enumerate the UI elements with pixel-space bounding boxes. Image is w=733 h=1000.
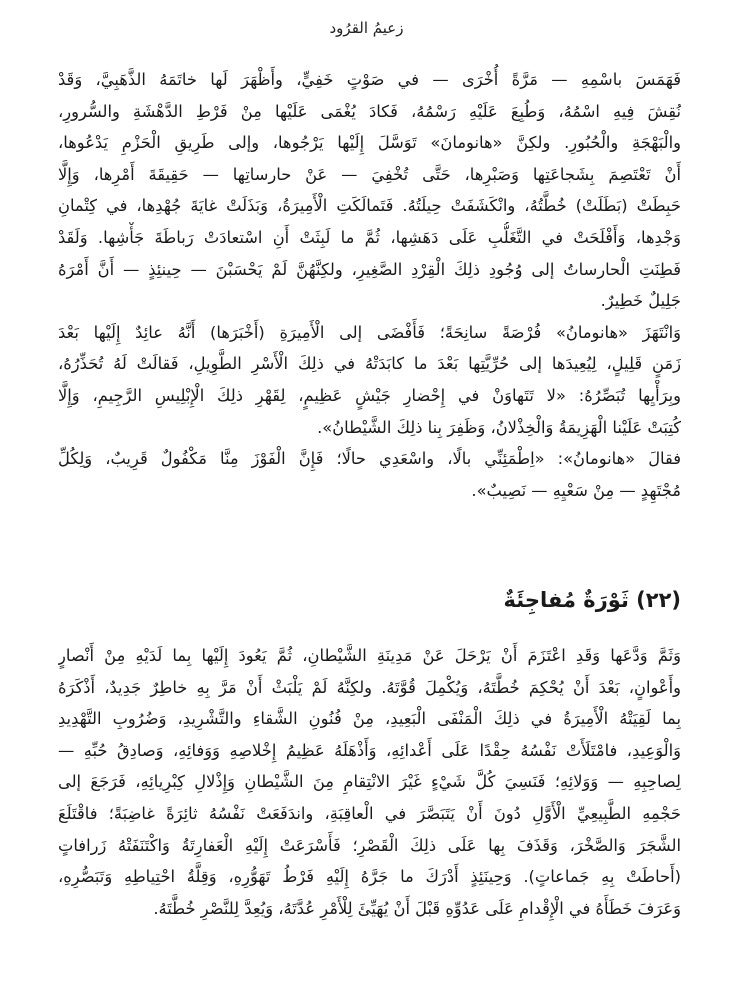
paragraph [58,317,681,443]
text-line: أَنْ تَعْتَصِمَ بِشَجاعَتِها وَصَبْرِها، حَتَّى تُخْفِيَ — عَنْ حارساتِها — حَقِيقَةَ أَمْرِها، وَإِلَّا [58,164,681,184]
text-line: الشَّجَرَ وَالصَّخْرَ، وَقَذَفَ بِها عَلَى ذلِكَ الْقَصْرِ؛ فَأَسْرَعَتْ إِلَيْهِ الْعَفارِتَةُ وَاكْتَنَفَتْهُ زَرافاتٍ [58,835,681,855]
section-heading: (٢٢) ثَوْرَةٌ مُفاجِئَةٌ [503,588,681,612]
text-line: كُتِبَتْ عَلَيْنا الْهَزِيمَةُ وَالْخِذْلانُ، وَظَفِرَ بِنا ذلِكَ الشَّيْطانُ». [317,417,681,437]
paragraph [58,443,681,506]
text-line: جَلِيلٌ خَطِيرٌ. [600,291,681,311]
text-line: والْبَهْجَةِ والْحُبُورِ. ولكِنَّ «هانومانَ» تَوَسَّلَ إِلَيْها يَرْجُوها، وإلى طَرِيقِ الْحَزْمِ يَدْعُوها، [58,133,681,153]
text-line: بِما لَقِيَتْهُ الْأَمِيرَةُ في ذلِكَ الْمَنْفَى الْبَعِيدِ، مِنْ فُنُونِ الشَّقاءِ والتَّشْرِيدِ، وَضُرُوبِ التَّهْدِيدِ [58,709,681,729]
text-line: وَثَمَّ وَدَّعَها وَقَدِ اعْتَزَمَ أَنْ يَرْحَلَ عَنْ مَدِينَةِ الشَّيْطانِ، ثُمَّ يَعُودَ إِلَيْها بِما لَدَيْهِ مِنْ أَنْصارٍ [58,646,681,665]
text-line: حَبِطَتْ (بَطَلَتْ) خُطَّتُهُ، وانْكَشَفَتْ حِيلَتُهُ. فَتَمالَكَتِ الْأَمِيرَةُ، وَبَذَلَتْ غايَةَ جُهْدِها، في كِتْمانِ [58,196,681,216]
text-line: وبِرَأْيِها تُبَصِّرُهُ: «لا تَتَهاوَنْ في إِحْضارِ جَيْشٍ عَظِيمٍ، لِقَهْرِ ذلِكَ الْإِبْلِيسِ الرَّجِيمِ، وَإِلَّا [58,385,681,405]
text-line: فقالَ «هانومانُ»: «اِطْمَئِنِّي بالًا، واسْعَدِي حالًا؛ فَإِنَّ الْفَوْزَ مِنَّا مَكْفُولٌ قَرِيبٌ، وَلِكُلِّ [58,449,681,469]
text-line: فَهَمَسَ باسْمِهِ — مَرَّةً أُخْرَى — في صَوْتٍ خَفِيٍّ، وأَظْهَرَ لَها خاتَمَهُ الذَّهَبِيَّ، وَقَدْ [58,70,681,89]
text-line: نُقِشَ فِيهِ اسْمُهُ، وَطُبِعَ عَلَيْهِ رَسْمُهُ، فَكادَ يُغْمَى عَلَيْها مِنْ فَرْطِ الدَّهْشَةِ والسُّرورِ، [58,101,681,121]
text-line: فَطِنَتِ الْحارساتُ إلى وُجُودِ ذلِكَ الْقِرْدِ الصَّغِيرِ، ولكِنَّهُنَّ لَمْ يَحْسَبْنَ — حِينئِذٍ — أَنَّ أَمْرَهُ [58,259,681,279]
text-line: حَجْمِهِ الطَّبِيعِيِّ الْأَوَّلِ دُونَ أَنْ يَتَبَصَّرَ في الْعاقِبَةِ، واندَفَعَتْ نَفْسُهُ ثائِرَةً غاضِبَةً؛ فاقْتَلَعَ [58,803,681,823]
text-line: مُجْتَهِدٍ — مِنْ سَعْيِهِ — نَصِيبٌ». [471,480,681,500]
text-block-lower [58,640,681,924]
text-line: وَالْوَعِيدِ، فامْتَلَأَتْ نَفْسُهُ حِقْدًا عَلَى أَعْدائِهِ، وَأَذْهَلَهُ عَظِيمُ إِخْلاصِهِ وَوَفائِهِ، وَصادِقُ حُبِّهِ — [58,740,681,760]
text-line: وَانْتَهَزَ «هانومانُ» فُرْصَةً سانِحَةً؛ فَأَفْضَى إلى الْأَمِيرَةِ (أَخْبَرَها) أَنَّهُ عائِدٌ إِلَيْها بَعْدَ [58,322,681,342]
text-line: (أَحاطَتْ بِهِ جَماعاتٍ). وَحِينَئِذٍ أَدْرَكَ ما جَرَّهُ إِلَيْهِ فَرْطُ تَهَوُّرِهِ، وَقِلَّةُ احْتِياطِهِ وَتَبَصُّرِهِ، [58,867,681,887]
text-line: زَمَنٍ قَلِيلٍ، لِيُعِيدَها إلى حُرِّيَّتِها بَعْدَ ما كابَدَتْهُ في ذلِكَ الْأَسْرِ الطَّوِيلِ، فَقالَتْ لَهُ تُحَذِّرُهُ، [58,354,681,374]
text-line: وَعَرَفَ خَطَأَهُ في الْإِقْدامِ عَلَى عَدُوِّهِ قَبْلَ أَنْ يُهَيِّئَ لِلْأَمْرِ عُدَّتَهُ، وَيُعِدَّ لِلنَّصْرِ خُطَّتَهُ. [153,898,681,918]
text-block-upper [58,64,681,506]
paragraph [58,64,681,317]
text-line: لِصاحِبِهِ — وَوَلائِهِ؛ فَنَسِيَ كُلَّ شَيْءٍ غَيْرَ الانْتِقامِ مِنَ الشَّيْطانِ وَإِذْلالِ كِبْرِيائِهِ، فَرَجَعَ إلى [58,772,681,792]
running-head: زعيمُ القرُود [329,19,404,37]
paragraph [58,640,681,924]
text-line: وَجْدِها، وَأَفْلَحَتْ في التَّغَلُّبِ عَلَى دَهَشِها، ثُمَّ ما لَبِثَتْ أَنِ اسْتعادَتْ رَباطَةَ جَأْشِها. وَلَقَدْ [58,227,681,247]
text-line: وأَعْوانٍ، بَعْدَ أَنْ يُحْكِمَ خُطَّتَهُ، وَيُكْمِلَ قُوَّتَهُ. ولكِنَّهُ لَمْ يَلْبَثْ أَنْ مَرَّ بِهِ خاطِرٌ جَدِيدٌ، أَذْكَرَهُ [58,677,681,697]
